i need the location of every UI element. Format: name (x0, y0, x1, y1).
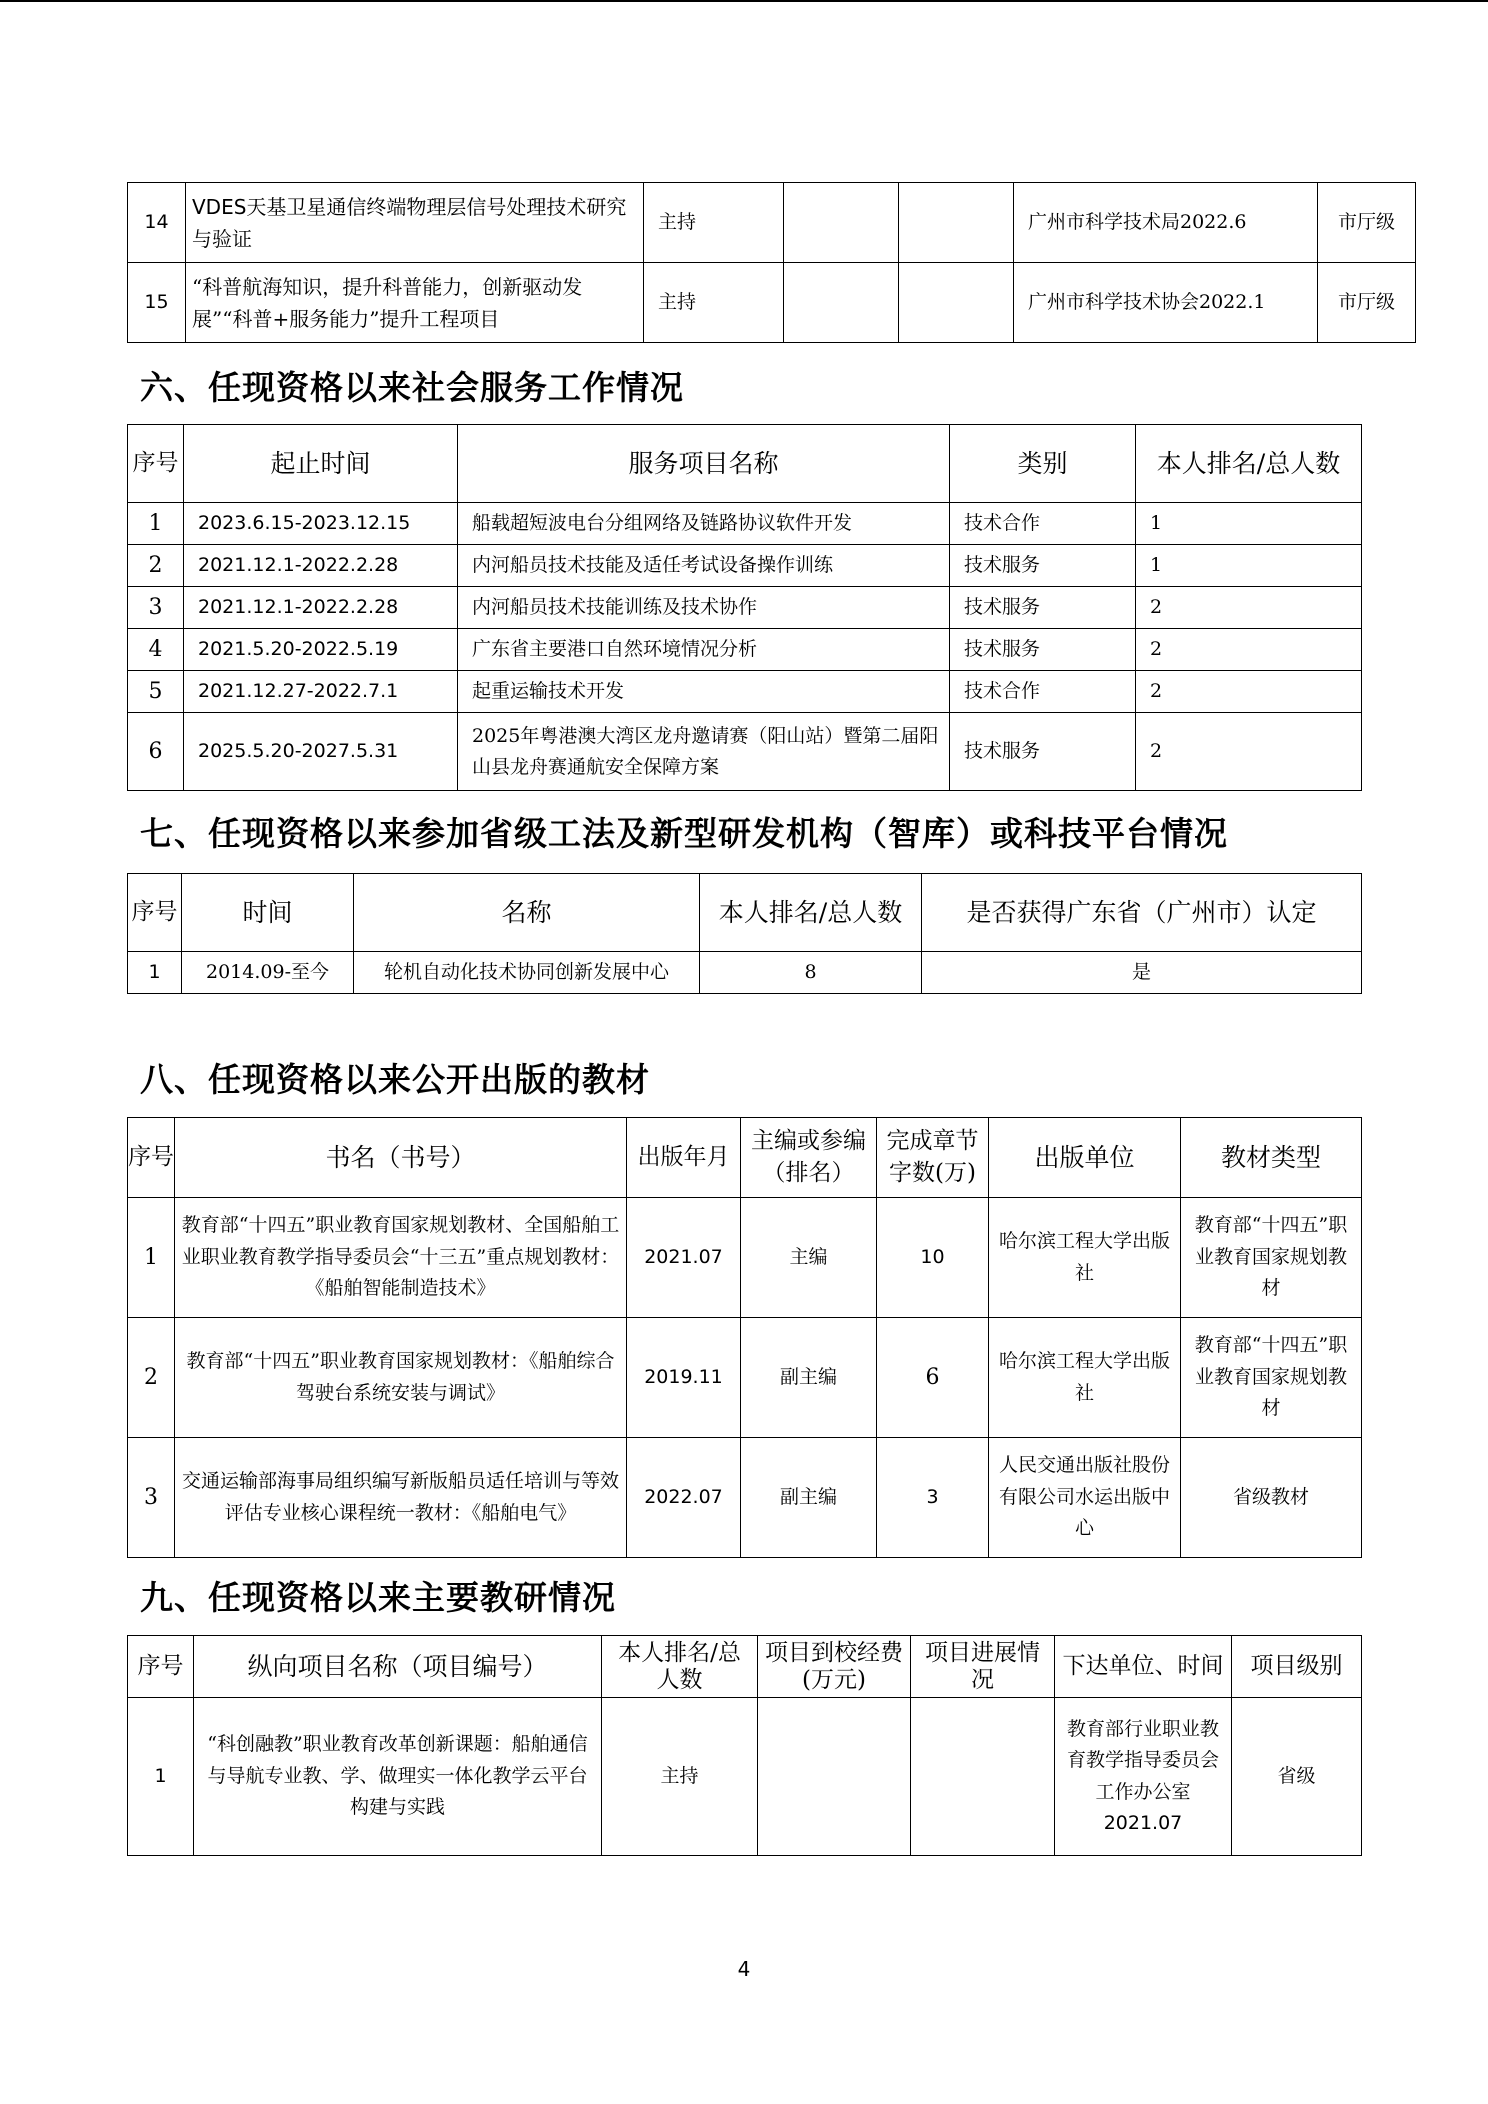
issuer-date: 2021.07 (1103, 1811, 1183, 1834)
section-8-title: 八、任现资格以来公开出版的教材 (140, 1060, 650, 1099)
empty-cell (784, 183, 899, 263)
row-number: 14 (128, 183, 186, 263)
table-row (128, 587, 1362, 629)
empty-cell (899, 263, 1014, 343)
service-name: 起重运输技术开发 (458, 671, 950, 713)
platform-table (127, 873, 1362, 994)
col-header: 项目进展情况 (911, 1636, 1055, 1698)
publish-date: 2019.11 (627, 1318, 741, 1438)
col-header: 序号 (128, 874, 182, 952)
word-count: 10 (877, 1198, 989, 1318)
service-rank: 2 (1136, 587, 1362, 629)
row-number: 3 (128, 587, 184, 629)
service-name: 内河船员技术技能及适任考试设备操作训练 (458, 545, 950, 587)
service-period: 2021.12.1-2022.2.28 (184, 587, 458, 629)
editor-role: 副主编 (741, 1318, 877, 1438)
col-header: 序号 (128, 425, 184, 503)
table-header-row (128, 874, 1362, 952)
projects-table-tail (127, 182, 1416, 343)
col-header: 起止时间 (184, 425, 458, 503)
textbook-type: 教育部“十四五”职业教育国家规划教材 (1181, 1318, 1362, 1438)
table-header-row (128, 425, 1362, 503)
col-header: 下达单位、时间 (1055, 1636, 1232, 1698)
service-rank: 2 (1136, 671, 1362, 713)
project-level: 市厅级 (1318, 263, 1416, 343)
empty-cell (899, 183, 1014, 263)
table-row (128, 1698, 1362, 1856)
col-header: 出版年月 (627, 1118, 741, 1198)
service-type: 技术服务 (950, 545, 1136, 587)
platform-certified: 是 (922, 952, 1362, 994)
book-title: 教育部“十四五”职业教育国家规划教材、全国船舶工业职业教育教学指导委员会“十三五”重点规划教材：《船舶智能制造技术》 (175, 1198, 627, 1318)
textbook-table (127, 1117, 1362, 1558)
publisher: 哈尔滨工程大学出版社 (989, 1198, 1181, 1318)
col-header: 本人排名/总人数 (1136, 425, 1362, 503)
row-number: 2 (128, 1318, 175, 1438)
service-period: 2021.5.20-2022.5.19 (184, 629, 458, 671)
table-row (128, 952, 1362, 994)
service-type: 技术服务 (950, 713, 1136, 791)
row-number: 1 (128, 1198, 175, 1318)
service-rank: 2 (1136, 713, 1362, 791)
empty-cell (784, 263, 899, 343)
book-title: 教育部“十四五”职业教育国家规划教材：《船舶综合驾驶台系统安装与调试》 (175, 1318, 627, 1438)
row-number: 1 (128, 503, 184, 545)
col-header: 主编或参编（排名） (741, 1118, 877, 1198)
table-header-row (128, 1636, 1362, 1698)
research-name: “科创融教”职业教育改革创新课题：船舶通信与导航专业教、学、做理实一体化教学云平台构建与实践 (194, 1698, 602, 1856)
col-header: 序号 (128, 1118, 175, 1198)
col-header: 教材类型 (1181, 1118, 1362, 1198)
col-header: 名称 (354, 874, 700, 952)
table-row (128, 671, 1362, 713)
service-period: 2021.12.1-2022.2.28 (184, 545, 458, 587)
row-number: 5 (128, 671, 184, 713)
project-source: 广州市科学技术协会2022.1 (1014, 263, 1318, 343)
table-row (128, 713, 1362, 791)
project-role: 主持 (644, 183, 784, 263)
platform-name: 轮机自动化技术协同创新发展中心 (354, 952, 700, 994)
project-level: 市厅级 (1318, 183, 1416, 263)
service-period: 2021.12.27-2022.7.1 (184, 671, 458, 713)
research-level: 省级 (1232, 1698, 1362, 1856)
service-type: 技术服务 (950, 629, 1136, 671)
project-source: 广州市科学技术局2022.6 (1014, 183, 1318, 263)
col-header: 本人排名/总人数 (602, 1636, 758, 1698)
service-name: 广东省主要港口自然环境情况分析 (458, 629, 950, 671)
research-rank: 主持 (602, 1698, 758, 1856)
publisher: 人民交通出版社股份有限公司水运出版中心 (989, 1438, 1181, 1558)
service-period: 2023.6.15-2023.12.15 (184, 503, 458, 545)
service-type: 技术合作 (950, 671, 1136, 713)
service-type: 技术服务 (950, 587, 1136, 629)
research-progress (911, 1698, 1055, 1856)
col-header: 书名（书号） (175, 1118, 627, 1198)
section-9-title: 九、任现资格以来主要教研情况 (140, 1578, 616, 1617)
col-header: 服务项目名称 (458, 425, 950, 503)
textbook-type: 教育部“十四五”职业教育国家规划教材 (1181, 1198, 1362, 1318)
editor-role: 副主编 (741, 1438, 877, 1558)
table-header-row (128, 1118, 1362, 1198)
service-name: 2025年粤港澳大湾区龙舟邀请赛（阳山站）暨第二届阳山县龙舟赛通航安全保障方案 (458, 713, 950, 791)
platform-time: 2014.09-至今 (182, 952, 354, 994)
research-issuer (1055, 1698, 1232, 1856)
col-header: 出版单位 (989, 1118, 1181, 1198)
table-row (128, 545, 1362, 587)
col-header: 纵向项目名称（项目编号） (194, 1636, 602, 1698)
project-name: “科普航海知识，提升科普能力，创新驱动发展”“科普+服务能力”提升工程项目 (186, 263, 644, 343)
table-row (128, 1438, 1362, 1558)
editor-role: 主编 (741, 1198, 877, 1318)
col-header: 类别 (950, 425, 1136, 503)
service-type: 技术合作 (950, 503, 1136, 545)
row-number: 3 (128, 1438, 175, 1558)
word-count: 3 (877, 1438, 989, 1558)
row-number: 15 (128, 263, 186, 343)
service-rank: 1 (1136, 545, 1362, 587)
teaching-research-table (127, 1635, 1362, 1856)
table-row (128, 629, 1362, 671)
service-name: 内河船员技术技能训练及技术协作 (458, 587, 950, 629)
table-row (128, 263, 1416, 343)
service-period: 2025.5.20-2027.5.31 (184, 713, 458, 791)
col-header: 序号 (128, 1636, 194, 1698)
textbook-type: 省级教材 (1181, 1438, 1362, 1558)
col-header: 时间 (182, 874, 354, 952)
issuer-name: 教育部行业职业教育教学指导委员会工作办公室 (1066, 1717, 1219, 1803)
page-number: 4 (737, 1957, 751, 1981)
service-rank: 1 (1136, 503, 1362, 545)
row-number: 4 (128, 629, 184, 671)
research-funds (758, 1698, 911, 1856)
col-header: 项目到校经费(万元) (758, 1636, 911, 1698)
service-rank: 2 (1136, 629, 1362, 671)
table-row (128, 1318, 1362, 1438)
row-number: 6 (128, 713, 184, 791)
section-6-title: 六、任现资格以来社会服务工作情况 (140, 368, 684, 407)
col-header: 本人排名/总人数 (700, 874, 922, 952)
row-number: 1 (128, 1698, 194, 1856)
col-header: 完成章节字数(万) (877, 1118, 989, 1198)
row-number: 2 (128, 545, 184, 587)
table-row (128, 1198, 1362, 1318)
publish-date: 2022.07 (627, 1438, 741, 1558)
publish-date: 2021.07 (627, 1198, 741, 1318)
service-name: 船载超短波电台分组网络及链路协议软件开发 (458, 503, 950, 545)
word-count: 6 (877, 1318, 989, 1438)
publisher: 哈尔滨工程大学出版社 (989, 1318, 1181, 1438)
platform-rank: 8 (700, 952, 922, 994)
col-header: 是否获得广东省（广州市）认定 (922, 874, 1362, 952)
book-title: 交通运输部海事局组织编写新版船员适任培训与等效评估专业核心课程统一教材：《船舶电气》 (175, 1438, 627, 1558)
project-role: 主持 (644, 263, 784, 343)
col-header: 项目级别 (1232, 1636, 1362, 1698)
row-number: 1 (128, 952, 182, 994)
table-row (128, 503, 1362, 545)
project-name: VDES天基卫星通信终端物理层信号处理技术研究与验证 (186, 183, 644, 263)
section-7-title: 七、任现资格以来参加省级工法及新型研发机构（智库）或科技平台情况 (140, 814, 1228, 853)
table-row (128, 183, 1416, 263)
social-service-table (127, 424, 1362, 791)
